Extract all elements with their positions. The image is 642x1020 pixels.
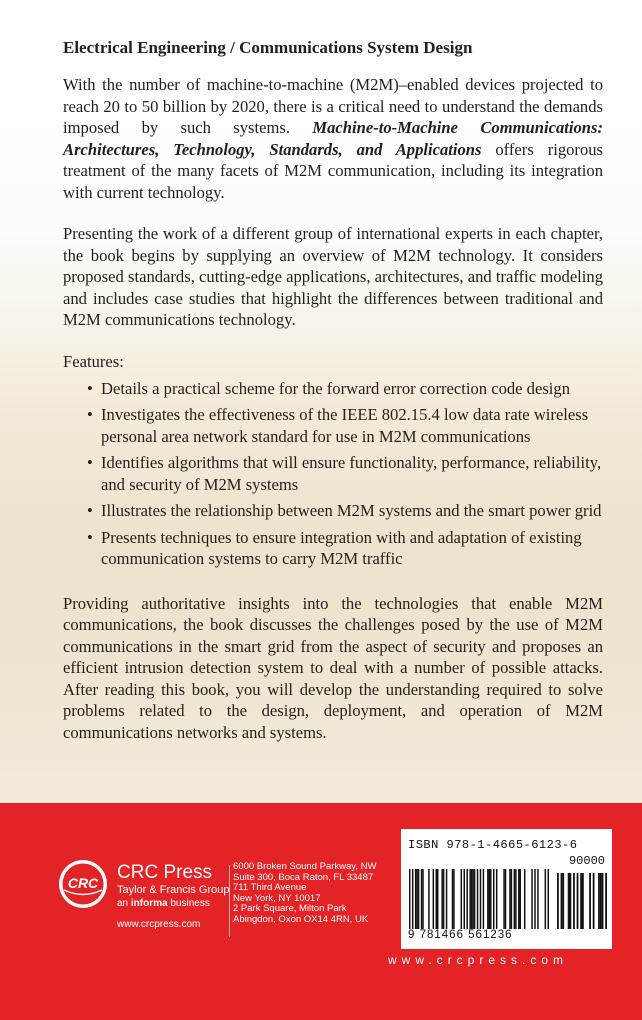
footer-url: www.crcpress.com [388, 953, 569, 967]
barcode-bar [505, 869, 506, 929]
features-list [63, 378, 603, 570]
barcode-bar [490, 869, 491, 929]
barcode-bar [487, 869, 488, 929]
barcode-bar [452, 869, 453, 929]
barcode-bar [483, 869, 484, 929]
barcode-addon-bar [602, 873, 604, 929]
barcode-bar [477, 869, 478, 929]
barcode-addon-bar [605, 873, 607, 929]
barcode-bar [422, 869, 423, 929]
logo-text: CRC [67, 875, 99, 891]
barcode-bar [441, 869, 442, 929]
feature-item [87, 378, 603, 400]
bullet-icon: • [87, 501, 93, 520]
publisher-brand [117, 863, 229, 931]
barcode-bar [453, 869, 454, 929]
barcode-addon-bar [562, 873, 564, 929]
barcode-bar [545, 869, 546, 929]
publisher-url: www.crcpress.com [117, 919, 201, 930]
barcode-addon-bar [589, 873, 591, 929]
barcode-bar [514, 869, 515, 929]
bullet-icon: • [87, 527, 93, 547]
bullet-icon: • [87, 453, 93, 472]
feature-text: Details a practical scheme for the forward error correction code design [101, 378, 571, 398]
divider [229, 865, 230, 937]
barcode-bar [433, 869, 434, 929]
closing-paragraph: Providing authoritative insights into the technologies that enable M2M communications, the book discusses the challenges posed by the use of M2M communications in the smart grid from the aspect of security and proposes an efficient intrusion detection system to deal with a number of possible attacks. After reading this book, you will develop the understanding required to solve problems related to the design, deployment, and operation of M2M communications networks and systems. [63, 593, 603, 742]
barcode-addon-bar [598, 873, 600, 929]
overview-paragraph: Presenting the work of a different group of international experts in each chapter, the book begins by supplying an overview of M2M technology. It considers proposed standards, cutting-edge applications, architectures, and traffic modeling and includes case studies that highlight the differences between traditional and M2M communications technology. [63, 224, 603, 329]
barcode-addon-bar [600, 873, 602, 929]
barcode-bar [418, 869, 419, 929]
feature-text: Identifies algorithms that will ensure functionality, performance, reliability, and security of M2M systems [101, 453, 602, 494]
barcode-addon-bar [561, 873, 563, 929]
barcode-bar [437, 869, 438, 929]
barcode-bar [548, 869, 549, 929]
publisher-footer [0, 803, 642, 1020]
barcode-bar [436, 869, 437, 929]
barcode-bar [496, 869, 497, 929]
barcode-addon-bar [557, 873, 559, 929]
address-line: New York, NY 10017 [233, 892, 321, 904]
barcode-bar [464, 869, 465, 929]
barcode-bar [469, 869, 470, 929]
book-title: Machine-to-Machine Communications: Architectures, Technology, Standards, and Applications [63, 118, 603, 159]
address-line: Suite 300, Boca Raton, FL 33487 [233, 871, 374, 883]
barcode-addon-bar [593, 873, 595, 929]
barcode-addon-bar [577, 873, 579, 929]
feature-item [87, 404, 603, 447]
barcode-bar [537, 869, 538, 929]
barcode-bar [443, 869, 444, 929]
feature-item [87, 452, 603, 495]
feature-text: Illustrates the relationship between M2M systems and the smart power grid [101, 501, 602, 520]
crc-logo-icon [58, 859, 108, 909]
address-line: 2 Park Square, Milton Park [233, 903, 347, 914]
publisher-name: CRC Press [117, 862, 213, 883]
barcode-bar [428, 869, 429, 929]
barcode-bar [471, 869, 472, 929]
barcode-bar [531, 869, 532, 929]
intro-paragraph [63, 74, 603, 203]
address-line: Abingdon, Oxon OX14 4RN, UK [233, 913, 369, 925]
barcode-bar [489, 869, 490, 929]
barcode-bar [520, 869, 521, 929]
barcode-addon-bar [582, 873, 584, 929]
barcode-addon-bar [573, 873, 575, 929]
barcode-bars [409, 869, 607, 929]
barcode-bar [472, 869, 473, 929]
bullet-icon: • [87, 405, 93, 424]
feature-text: Investigates the effectiveness of the IEEE 802.15.4 low data rate wireless personal area network standard for use in M2M communications [101, 405, 589, 446]
barcode-bar [480, 869, 481, 929]
parent-suffix: business [167, 898, 210, 909]
barcode-bar [415, 869, 416, 929]
isbn-barcode [401, 829, 612, 949]
barcode-bar [509, 869, 510, 929]
address-line: 711 Third Avenue [233, 882, 307, 893]
barcode-addon-bar [580, 873, 582, 929]
barcode-bar [518, 869, 519, 929]
feature-item [87, 527, 603, 570]
price-addon: 90000 [568, 854, 605, 868]
barcode-addon-bar [570, 873, 572, 929]
barcode-addon-bar [568, 873, 570, 929]
barcode-number: 9 781466 561236 [408, 929, 513, 941]
publisher-parent [117, 897, 229, 910]
parent-bold: informa [130, 898, 168, 909]
barcode-bar [409, 869, 410, 929]
intro-text-before: With the number of machine-to-machine (M2M)–enabled devices projected to reach 20 to 50 billion by 2020, there is a critical need to understand the demands imposed by such systems. [63, 75, 603, 137]
barcode-bar [412, 869, 413, 929]
barcode-bar [511, 869, 512, 929]
intro-text-after: offers rigorous treatment of the many facets of M2M communication, including its integration with current technology. [63, 139, 603, 202]
category-heading: Electrical Engineering / Communications System Design [63, 38, 473, 57]
barcode-bar [421, 869, 422, 929]
content-column [63, 38, 603, 763]
barcode-bar [524, 869, 525, 929]
publisher-group: Taylor & Francis Group [117, 884, 230, 896]
feature-item [87, 500, 603, 522]
publisher-addresses [233, 862, 376, 925]
barcode-bar [493, 869, 494, 929]
barcode-bar [461, 869, 462, 929]
feature-text: Presents techniques to ensure integration with and adaptation of existing communication systems to carry M2M traffic [101, 527, 582, 568]
isbn-text: ISBN 978-1-4665-6123-6 [408, 838, 578, 852]
barcode-bar [416, 869, 417, 929]
barcode-bar [446, 869, 447, 929]
barcode-bar [474, 869, 475, 929]
barcode-bar [515, 869, 516, 929]
barcode-bar [503, 869, 504, 929]
barcode-bar [534, 869, 535, 929]
barcode-bar [466, 869, 467, 929]
parent-prefix: an [117, 898, 131, 909]
bullet-icon: • [87, 378, 93, 398]
features-label: Features: [63, 351, 124, 371]
address-line: 6000 Broken Sound Parkway, NW [233, 861, 377, 872]
